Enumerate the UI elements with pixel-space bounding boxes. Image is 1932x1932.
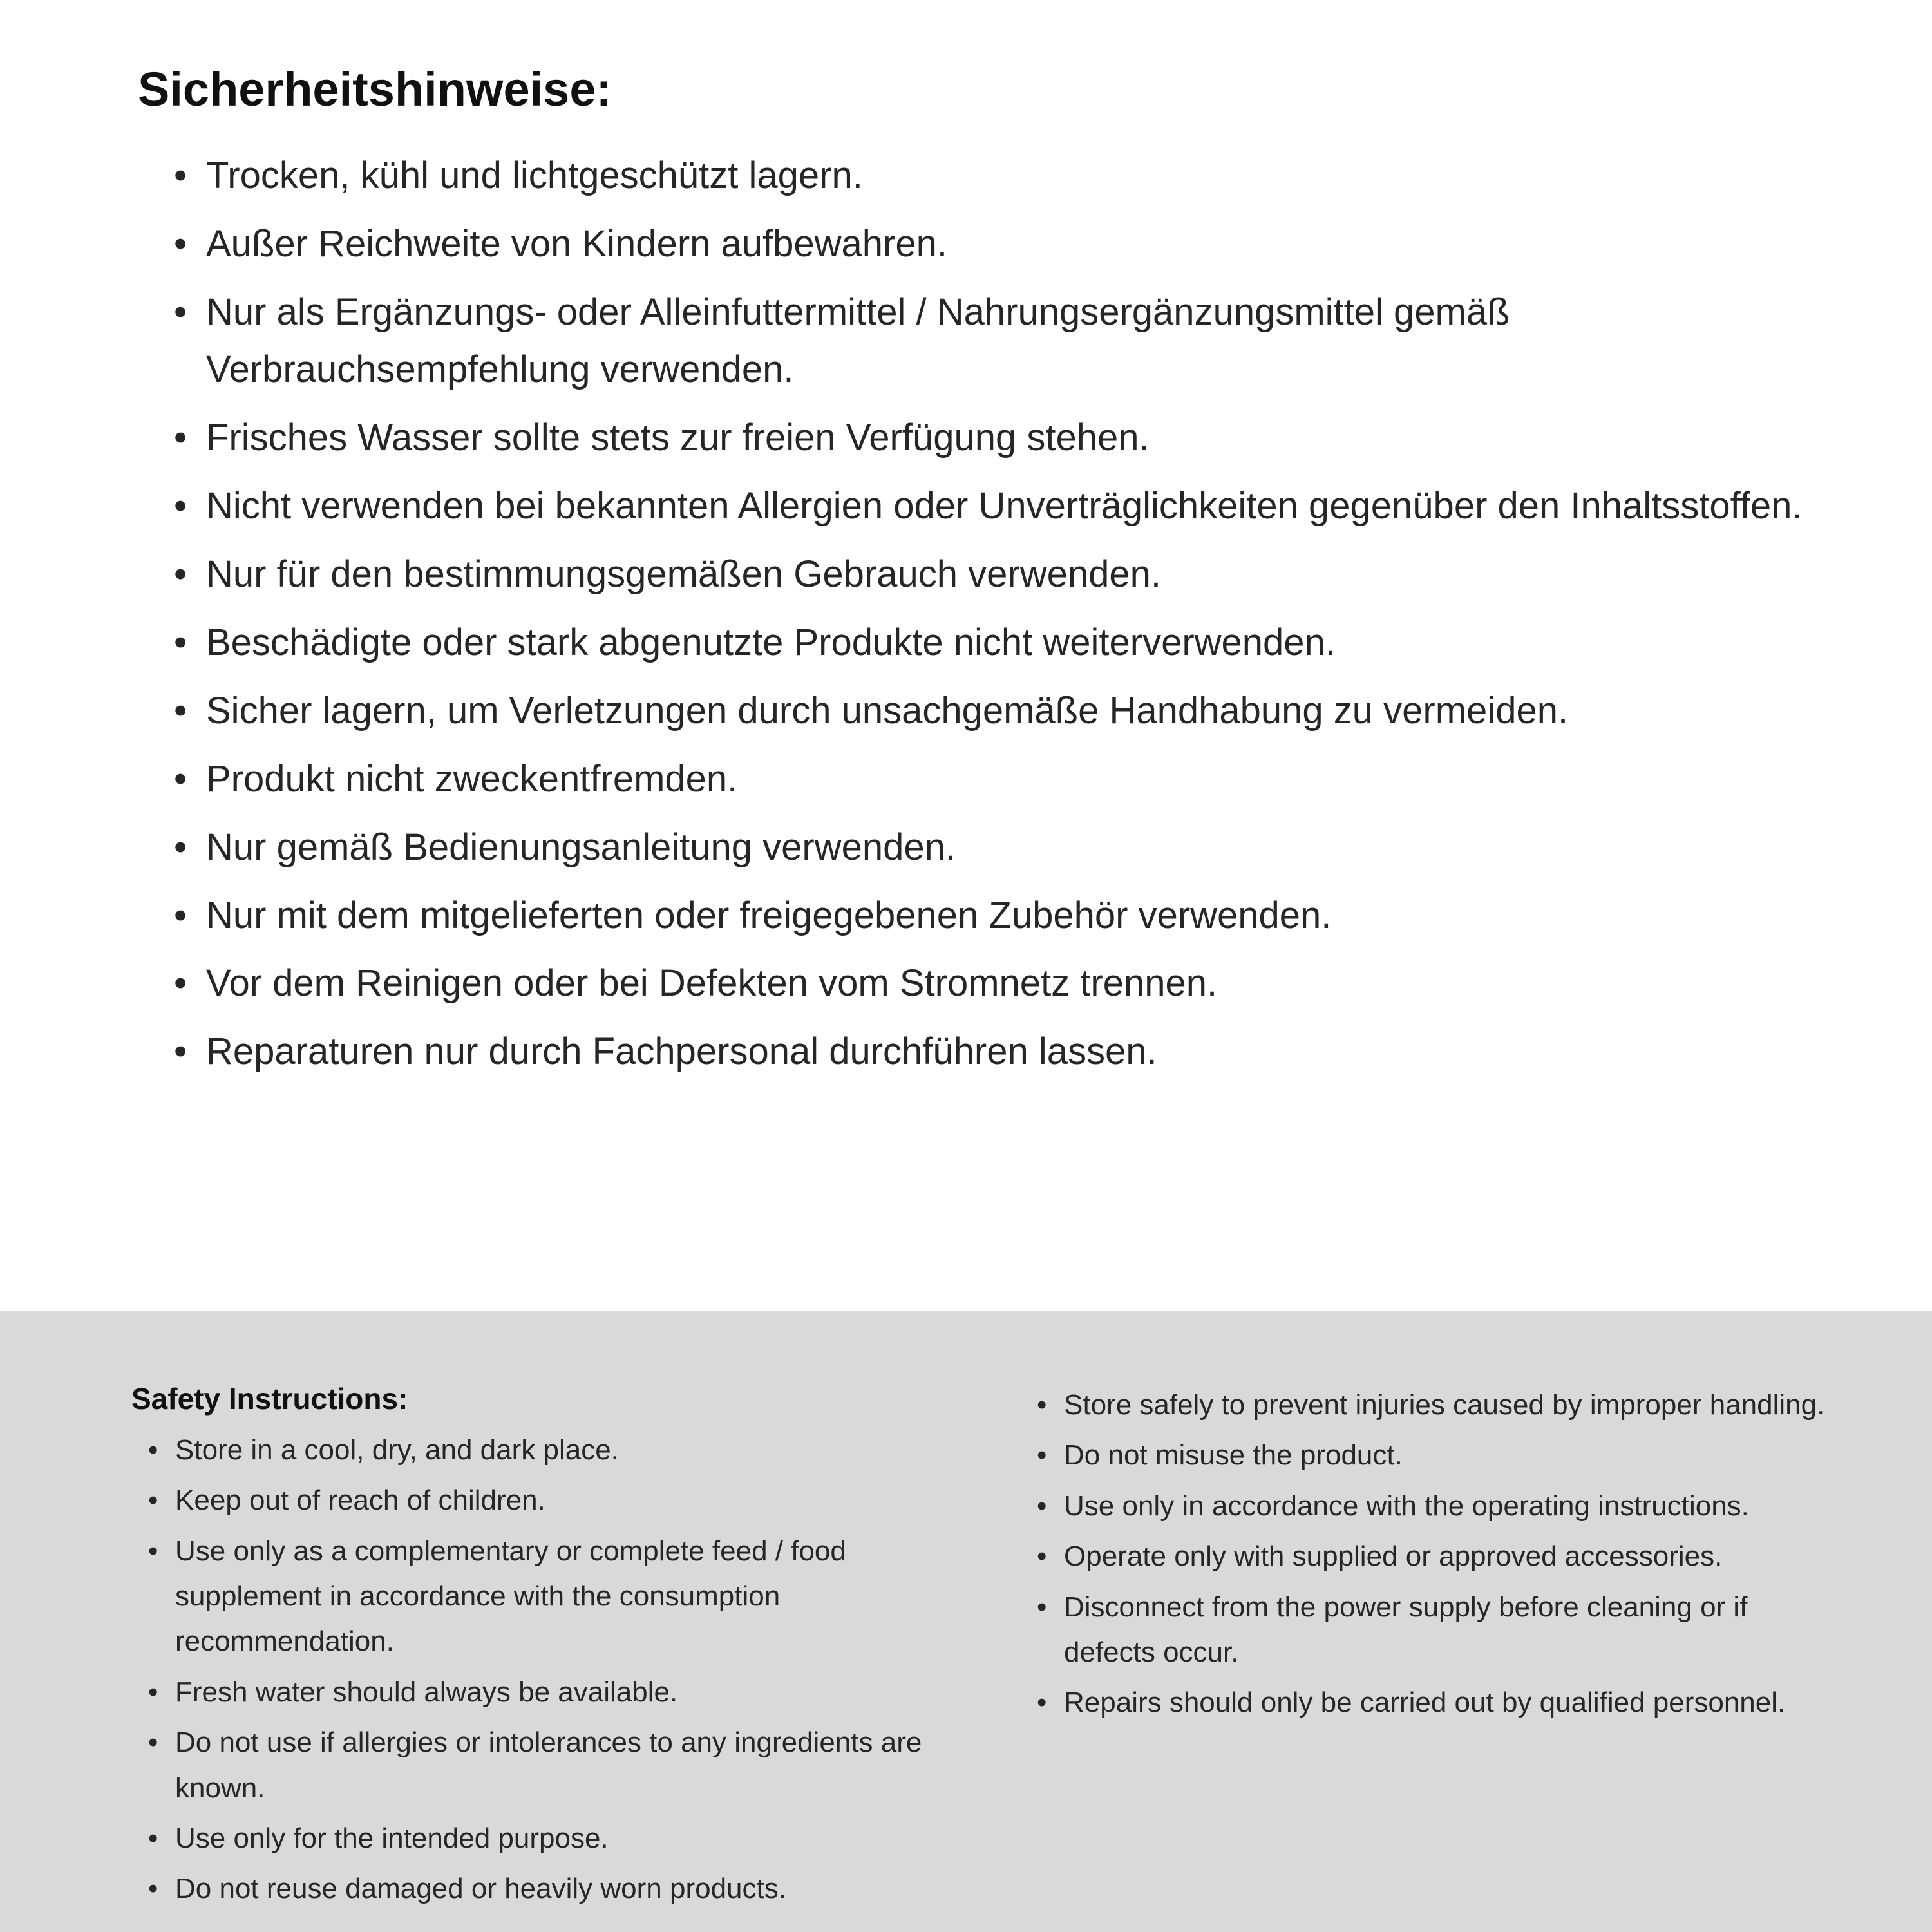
- bullet-icon: •: [174, 154, 187, 196]
- list-item: [1037, 1383, 1835, 1428]
- list-item-text: Nur für den bestimmungsgemäßen Gebrauch verwenden.: [206, 553, 1161, 596]
- bullet-icon: •: [174, 290, 187, 333]
- list-item: [174, 887, 1823, 945]
- bullet-icon: •: [148, 1822, 158, 1854]
- list-item-text: Use only as a complementary or complete feed / food supplement in accordance with the consumption recommendation.: [175, 1535, 846, 1658]
- list-item: [1037, 1680, 1835, 1725]
- list-item-text: Produkt nicht zweckentfremden.: [206, 757, 738, 800]
- list-item-text: Store safely to prevent injuries caused by improper handling.: [1064, 1389, 1825, 1421]
- list-item: [174, 477, 1823, 535]
- list-item-text: Nicht verwenden bei bekannten Allergien oder Unverträglichkeiten gegenüber den Inhaltsstoffen.: [206, 485, 1803, 527]
- bullet-icon: •: [1037, 1389, 1047, 1421]
- bullet-icon: •: [148, 1873, 158, 1905]
- bullet-icon: •: [148, 1434, 158, 1466]
- list-item: [174, 682, 1823, 740]
- list-item-text: Sicher lagern, um Verletzungen durch unsachgemäße Handhabung zu vermeiden.: [206, 689, 1569, 732]
- list-item: [174, 147, 1823, 205]
- list-item-text: Repairs should only be carried out by qualified personnel.: [1064, 1687, 1786, 1719]
- bullet-icon: •: [174, 553, 187, 596]
- bullet-icon: •: [148, 1535, 158, 1567]
- list-item-text: Frisches Wasser sollte stets zur freien Verfügung stehen.: [206, 417, 1150, 459]
- list-item: [1037, 1433, 1835, 1478]
- list-item-text: Use only in accordance with the operating instructions.: [1064, 1490, 1749, 1522]
- list-item-text: Nur mit dem mitgelieferten oder freigegebenen Zubehör verwenden.: [206, 894, 1332, 936]
- list-item: [174, 750, 1823, 808]
- list-item-text: Reparaturen nur durch Fachpersonal durchführen lassen.: [206, 1030, 1157, 1073]
- list-item-text: Trocken, kühl und lichtgeschützt lagern.: [206, 154, 863, 196]
- list-item-text: Use only for the intended purpose.: [175, 1822, 609, 1854]
- bullet-icon: •: [174, 621, 187, 664]
- list-item: [174, 409, 1823, 467]
- english-safety-list-left: [148, 1428, 988, 1912]
- bullet-icon: •: [1037, 1591, 1047, 1623]
- bullet-icon: •: [174, 894, 187, 936]
- list-item: [148, 1428, 988, 1473]
- list-item: [148, 1720, 988, 1811]
- list-item: [148, 1670, 988, 1715]
- list-item: [148, 1478, 988, 1523]
- list-item: [174, 215, 1823, 273]
- list-item-text: Vor dem Reinigen oder bei Defekten vom Stromnetz trennen.: [206, 962, 1218, 1005]
- german-safety-list: [174, 147, 1823, 1081]
- bullet-icon: •: [174, 1030, 187, 1073]
- bullet-icon: •: [174, 417, 187, 459]
- list-item-text: Operate only with supplied or approved accessories.: [1064, 1540, 1723, 1573]
- list-item-text: Do not misuse the product.: [1064, 1439, 1403, 1472]
- list-item-text: Do not reuse damaged or heavily worn products.: [175, 1873, 786, 1905]
- bullet-icon: •: [174, 826, 187, 868]
- list-item: [174, 954, 1823, 1012]
- bullet-icon: •: [148, 1676, 158, 1708]
- list-item: [148, 1529, 988, 1665]
- list-item: [174, 1023, 1823, 1081]
- list-item: [174, 614, 1823, 672]
- list-item-text: Nur gemäß Bedienungsanleitung verwenden.: [206, 826, 956, 868]
- list-item: [148, 1866, 988, 1911]
- list-item-text: Disconnect from the power supply before cleaning or if defects occur.: [1064, 1591, 1748, 1668]
- list-item-text: Beschädigte oder stark abgenutzte Produkte nicht weiterverwenden.: [206, 621, 1336, 664]
- english-section-heading: Safety Instructions:: [131, 1382, 408, 1416]
- list-item: [1037, 1534, 1835, 1579]
- bullet-icon: •: [1037, 1439, 1047, 1472]
- list-item: [174, 545, 1823, 603]
- english-right-column: [1037, 1380, 1835, 1932]
- list-item: [1037, 1484, 1835, 1529]
- bullet-icon: •: [174, 222, 187, 265]
- bullet-icon: •: [174, 485, 187, 527]
- list-item-text: Store in a cool, dry, and dark place.: [175, 1434, 619, 1466]
- english-left-column: [131, 1380, 988, 1932]
- list-item-text: Fresh water should always be available.: [175, 1676, 678, 1708]
- english-safety-section: [0, 1311, 1932, 1932]
- bullet-icon: •: [174, 689, 187, 732]
- german-section-heading: Sicherheitshinweise:: [138, 62, 612, 116]
- bullet-icon: •: [1037, 1490, 1047, 1522]
- list-item-text: Do not use if allergies or intolerances to any ingredients are known.: [175, 1727, 922, 1804]
- list-item: [174, 283, 1823, 399]
- bullet-icon: •: [148, 1727, 158, 1759]
- list-item-text: Keep out of reach of children.: [175, 1484, 545, 1517]
- bullet-icon: •: [1037, 1540, 1047, 1573]
- list-item-text: Außer Reichweite von Kindern aufbewahren.: [206, 222, 947, 265]
- bullet-icon: •: [148, 1484, 158, 1517]
- english-safety-list-right: [1037, 1383, 1835, 1726]
- list-item-text: Nur als Ergänzungs- oder Alleinfuttermittel / Nahrungsergänzungsmittel gemäß Verbrauchsempfehlung verwenden.: [206, 290, 1510, 391]
- list-item: [174, 819, 1823, 876]
- list-item: [148, 1816, 988, 1861]
- bullet-icon: •: [174, 962, 187, 1005]
- list-item: [1037, 1585, 1835, 1676]
- bullet-icon: •: [174, 757, 187, 800]
- bullet-icon: •: [1037, 1687, 1047, 1719]
